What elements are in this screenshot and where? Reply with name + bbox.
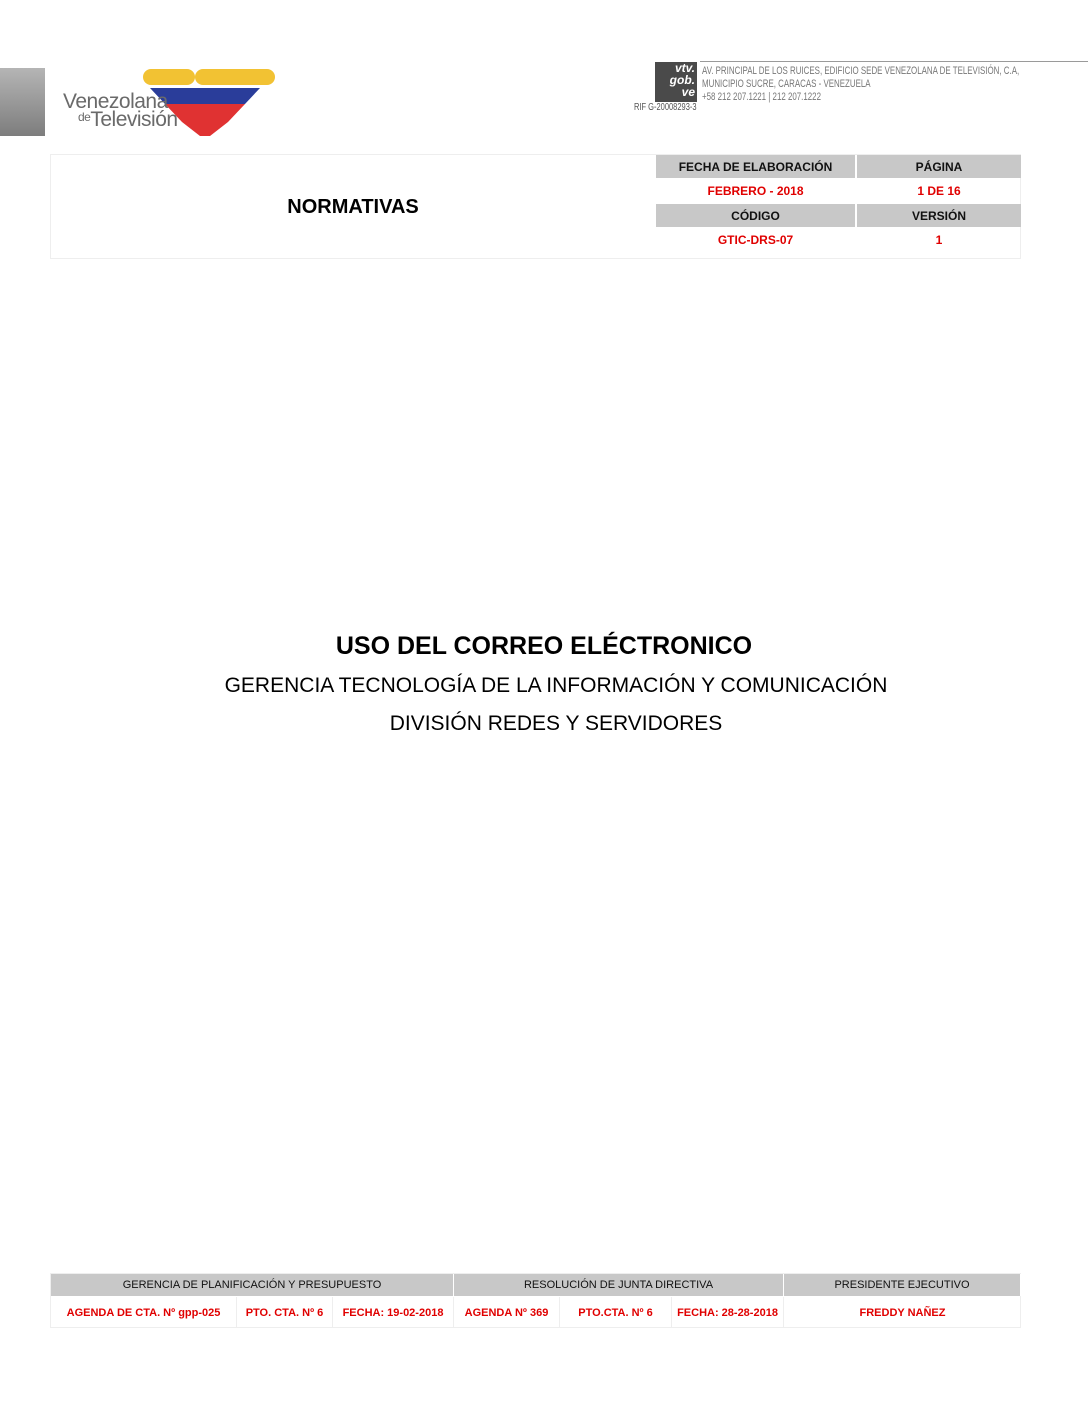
vtv-logo	[60, 66, 280, 140]
version-label: VERSIÓN	[857, 204, 1021, 227]
footer-cell: FECHA: 19-02-2018	[333, 1297, 454, 1328]
approval-footer-table	[50, 1273, 1021, 1328]
footer-header-resolucion: RESOLUCIÓN DE JUNTA DIRECTIVA	[454, 1274, 784, 1296]
document-title: USO DEL CORREO ELÉCTRONICO	[335, 632, 753, 660]
margin-tab	[0, 68, 45, 136]
footer-cell: FREDDY NAÑEZ	[859, 1306, 946, 1319]
fecha-value: FEBRERO - 2018	[707, 184, 804, 198]
logo-text-television: $^{de}$Televisión	[78, 108, 178, 131]
codigo-value: GTIC-DRS-07	[717, 233, 794, 247]
pagina-value: 1 DE 16	[917, 184, 961, 198]
document-subtitle-gerencia: GERENCIA TECNOLOGÍA DE LA INFORMACIÓN Y COMUNICACIÓN	[224, 674, 888, 697]
rif-number: RIF G-20008293-3	[634, 102, 697, 113]
fecha-label: FECHA DE ELABORACIÓN	[656, 155, 855, 178]
footer-header-presidente: PRESIDENTE EJECUTIVO	[784, 1274, 1021, 1296]
footer-cell: AGENDA DE CTA. Nº gpp-025	[51, 1297, 237, 1328]
document-subtitle-division: DIVISIÓN REDES Y SERVIDORES	[389, 712, 723, 735]
footer-header-planificacion: GERENCIA DE PLANIFICACIÓN Y PRESUPUESTO	[51, 1274, 454, 1296]
vtv-gob-ve-mark: vtv. gob. ve	[655, 62, 697, 102]
footer-cell: FECHA: 28-28-2018	[672, 1297, 784, 1328]
section-title: NORMATIVAS	[287, 195, 419, 218]
version-value: 1	[935, 233, 943, 247]
letterhead-rule	[700, 61, 1088, 62]
codigo-label: CÓDIGO	[656, 204, 855, 227]
footer-cell: PTO. CTA. Nº 6	[237, 1297, 333, 1328]
document-header-table	[50, 154, 1021, 259]
letterhead-address: AV. PRINCIPAL DE LOS RUICES, EDIFICIO SEDE VENEZOLANA DE TELEVISIÓN, C.A, MUNICIPIO SUCRE, CARACAS - VENEZUELA +58 212 207.1221 | 212 207.1222	[702, 65, 1020, 103]
logo-text-venezolana: Venezolana	[63, 90, 168, 113]
pagina-label: PÁGINA	[857, 155, 1021, 178]
footer-cell: PTO.CTA. Nº 6	[560, 1297, 672, 1328]
footer-cell: AGENDA Nº 369	[454, 1297, 560, 1328]
